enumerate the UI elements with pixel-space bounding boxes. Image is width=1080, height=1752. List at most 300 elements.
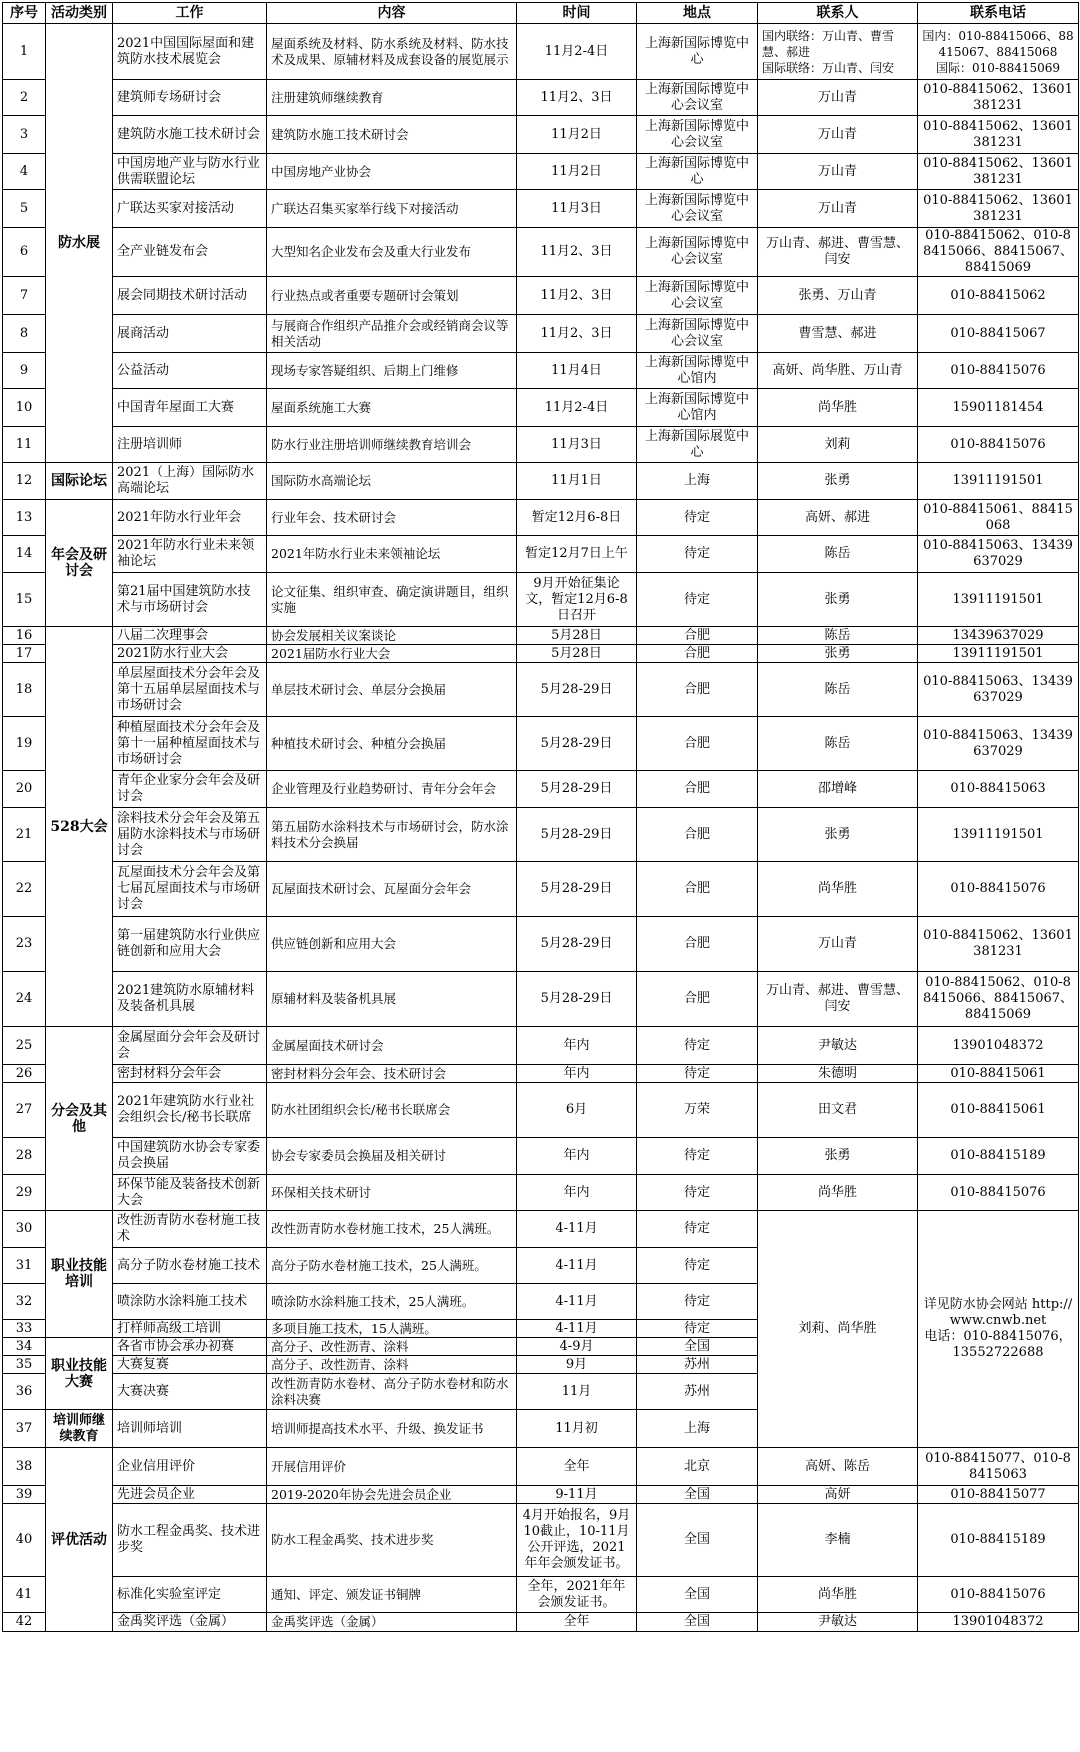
phone-cell: 010-88415063 (918, 771, 1079, 808)
work-cell: 企业信用评价 (113, 1448, 267, 1486)
content-cell: 防水工程金禹奖、技术进步奖 (267, 1504, 517, 1577)
time-cell: 全年 (517, 1613, 637, 1632)
contact-cell: 尹敏达 (758, 1027, 918, 1065)
time-cell: 5月28-29日 (517, 972, 637, 1027)
table-row (3, 771, 1079, 808)
contact-cell: 高妍 (758, 1486, 918, 1504)
content-cell: 通知、评定、颁发证书铜牌 (267, 1577, 517, 1613)
row-number: 14 (3, 536, 46, 573)
phone-cell: 13911191501 (918, 573, 1079, 627)
time-cell: 11月2、3日 (517, 315, 637, 353)
content-cell: 企业管理及行业趋势研讨、青年分会年会 (267, 771, 517, 808)
contact-cell: 邵增峰 (758, 771, 918, 808)
time-cell: 11月3日 (517, 190, 637, 228)
row-number: 20 (3, 771, 46, 808)
content-cell: 协会发展相关议案谈论 (267, 627, 517, 645)
time-cell: 4-11月 (517, 1284, 637, 1320)
time-cell: 11月4日 (517, 353, 637, 389)
place-cell: 全国 (637, 1504, 758, 1577)
place-cell: 合肥 (637, 645, 758, 663)
work-cell: 标准化实验室评定 (113, 1577, 267, 1613)
row-number: 35 (3, 1356, 46, 1374)
category-cell: 评优活动 (46, 1448, 113, 1632)
contact-cell: 万山青、郝进、曹雪慧、闫安 (758, 972, 918, 1027)
table-row (3, 1175, 1079, 1211)
content-cell: 论文征集、组织审查、确定演讲题目，组织实施 (267, 573, 517, 627)
phone-cell: 010-88415062、13601381231 (918, 190, 1079, 228)
place-cell: 待定 (637, 1284, 758, 1320)
category-cell: 职业技能培训 (46, 1211, 113, 1338)
table-row (3, 645, 1079, 663)
phone-cell: 010-88415062、13601381231 (918, 116, 1079, 154)
time-cell: 9月开始征集论文，暂定12月6-8日召开 (517, 573, 637, 627)
place-cell: 待定 (637, 1175, 758, 1211)
phone-cell: 010-88415063、13439637029 (918, 536, 1079, 573)
category-cell: 分会及其他 (46, 1027, 113, 1211)
row-number: 24 (3, 972, 46, 1027)
content-cell: 广联达召集买家举行线下对接活动 (267, 190, 517, 228)
phone-cell: 010-88415062、13601381231 (918, 154, 1079, 190)
work-cell: 密封材料分会年会 (113, 1065, 267, 1083)
row-number: 7 (3, 277, 46, 315)
content-cell: 2021届防水行业大会 (267, 645, 517, 663)
row-number: 10 (3, 389, 46, 427)
row-number: 40 (3, 1504, 46, 1577)
row-number: 16 (3, 627, 46, 645)
content-cell: 改性沥青防水卷材、高分子防水卷材和防水涂料决赛 (267, 1374, 517, 1410)
table-row (3, 1211, 1079, 1248)
category-cell: 防水展 (46, 24, 113, 463)
work-cell: 先进会员企业 (113, 1486, 267, 1504)
row-number: 39 (3, 1486, 46, 1504)
contact-cell: 尚华胜 (758, 1175, 918, 1211)
table-row (3, 1027, 1079, 1065)
place-cell: 全国 (637, 1613, 758, 1632)
content-cell: 环保相关技术研讨 (267, 1175, 517, 1211)
row-number: 1 (3, 24, 46, 80)
work-cell: 培训师培训 (113, 1410, 267, 1448)
table-row (3, 500, 1079, 536)
table-row (3, 315, 1079, 353)
work-cell: 2021年建筑防水行业社会组织会长/秘书长联席 (113, 1083, 267, 1138)
work-cell: 第21届中国建筑防水技术与市场研讨会 (113, 573, 267, 627)
row-number: 3 (3, 116, 46, 154)
phone-cell: 010-88415061 (918, 1065, 1079, 1083)
row-number: 28 (3, 1138, 46, 1175)
place-cell: 待定 (637, 1248, 758, 1284)
place-cell: 合肥 (637, 972, 758, 1027)
phone-cell: 010-88415076 (918, 1175, 1079, 1211)
work-cell: 金禹奖评选（金属） (113, 1613, 267, 1632)
content-cell: 屋面系统及材料、防水系统及材料、防水技术及成果、原辅材料及成套设备的展览展示 (267, 24, 517, 80)
phone-cell: 13911191501 (918, 808, 1079, 862)
work-cell: 金属屋面分会年会及研讨会 (113, 1027, 267, 1065)
table-row (3, 1448, 1079, 1486)
table-row (3, 808, 1079, 862)
phone-cell: 15901181454 (918, 389, 1079, 427)
table-row (3, 1504, 1079, 1577)
content-cell: 单层技术研讨会、单层分会换届 (267, 663, 517, 717)
row-number: 41 (3, 1577, 46, 1613)
time-cell: 全年，2021年年会颁发证书。 (517, 1577, 637, 1613)
work-cell: 第一届建筑防水行业供应链创新和应用大会 (113, 917, 267, 972)
place-cell: 合肥 (637, 627, 758, 645)
time-cell: 11月 (517, 1374, 637, 1410)
place-cell: 合肥 (637, 663, 758, 717)
row-number: 2 (3, 80, 46, 116)
phone-cell: 010-88415062、010-88415066、88415067、88415069 (918, 972, 1079, 1027)
table-row (3, 862, 1079, 917)
place-cell: 北京 (637, 1448, 758, 1486)
time-cell: 5月28-29日 (517, 663, 637, 717)
time-cell: 暂定12月6-8日 (517, 500, 637, 536)
place-cell: 上海新国际博览中心会议室 (637, 228, 758, 277)
row-number: 42 (3, 1613, 46, 1632)
work-cell: 2021防水行业大会 (113, 645, 267, 663)
row-number: 23 (3, 917, 46, 972)
contact-cell: 尚华胜 (758, 1577, 918, 1613)
time-cell: 11月1日 (517, 463, 637, 500)
header-time: 时间 (517, 3, 637, 24)
work-cell: 八届二次理事会 (113, 627, 267, 645)
contact-cell: 张勇 (758, 463, 918, 500)
table-row (3, 627, 1079, 645)
place-cell: 合肥 (637, 808, 758, 862)
category-cell: 培训师继续教育 (46, 1410, 113, 1448)
work-cell: 2021年防水行业年会 (113, 500, 267, 536)
contact-cell: 尹敏达 (758, 1613, 918, 1632)
content-cell: 中国房地产业协会 (267, 154, 517, 190)
header-category: 活动类别 (46, 3, 113, 24)
phone-cell: 010-88415062、010-88415066、88415067、88415069 (918, 228, 1079, 277)
content-cell: 注册建筑师继续教育 (267, 80, 517, 116)
row-number: 18 (3, 663, 46, 717)
contact-cell: 张勇 (758, 573, 918, 627)
table-row (3, 1613, 1079, 1632)
phone-cell: 010-88415077、010-88415063 (918, 1448, 1079, 1486)
work-cell: 瓦屋面技术分会年会及第七届瓦屋面技术与市场研讨会 (113, 862, 267, 917)
place-cell: 全国 (637, 1577, 758, 1613)
phone-cell: 010-88415076 (918, 862, 1079, 917)
table-row (3, 277, 1079, 315)
time-cell: 5月28日 (517, 627, 637, 645)
row-number: 8 (3, 315, 46, 353)
content-cell: 开展信用评价 (267, 1448, 517, 1486)
time-cell: 年内 (517, 1065, 637, 1083)
header-work: 工作 (113, 3, 267, 24)
place-cell: 上海 (637, 1410, 758, 1448)
place-cell: 待定 (637, 573, 758, 627)
row-number: 26 (3, 1065, 46, 1083)
time-cell: 5月28-29日 (517, 717, 637, 771)
place-cell: 待定 (637, 1027, 758, 1065)
time-cell: 11月2、3日 (517, 228, 637, 277)
row-number: 34 (3, 1338, 46, 1356)
phone-cell: 详见防水协会网站 http://www.cnwb.net 电话：010-88415076，13552722688 (918, 1211, 1079, 1448)
content-cell: 行业年会、技术研讨会 (267, 500, 517, 536)
row-number: 38 (3, 1448, 46, 1486)
phone-cell: 010-88415062 (918, 277, 1079, 315)
work-cell: 环保节能及装备技术创新大会 (113, 1175, 267, 1211)
table-row (3, 463, 1079, 500)
content-cell: 国际防水高端论坛 (267, 463, 517, 500)
phone-cell: 010-88415076 (918, 427, 1079, 463)
place-cell: 上海新国际博览中心会议室 (637, 277, 758, 315)
row-number: 13 (3, 500, 46, 536)
row-number: 6 (3, 228, 46, 277)
header-contact: 联系人 (758, 3, 918, 24)
place-cell: 上海新国际博览中心 (637, 24, 758, 80)
place-cell: 上海新国际博览中心会议室 (637, 80, 758, 116)
table-row (3, 917, 1079, 972)
content-cell: 第五届防水涂料技术与市场研讨会，防水涂料技术分会换届 (267, 808, 517, 862)
time-cell: 6月 (517, 1083, 637, 1138)
row-number: 22 (3, 862, 46, 917)
time-cell: 4-11月 (517, 1211, 637, 1248)
time-cell: 5月28-29日 (517, 808, 637, 862)
place-cell: 合肥 (637, 717, 758, 771)
place-cell: 合肥 (637, 862, 758, 917)
contact-cell: 万山青 (758, 190, 918, 228)
time-cell: 11月3日 (517, 427, 637, 463)
place-cell: 待定 (637, 1320, 758, 1338)
time-cell: 5月28日 (517, 645, 637, 663)
table-row (3, 154, 1079, 190)
place-cell: 上海新国际展览中心 (637, 427, 758, 463)
place-cell: 待定 (637, 1065, 758, 1083)
phone-cell: 010-88415061 (918, 1083, 1079, 1138)
category-cell: 528大会 (46, 627, 113, 1027)
content-cell: 金属屋面技术研讨会 (267, 1027, 517, 1065)
row-number: 9 (3, 353, 46, 389)
contact-cell: 张勇 (758, 808, 918, 862)
row-number: 33 (3, 1320, 46, 1338)
work-cell: 广联达买家对接活动 (113, 190, 267, 228)
header-content: 内容 (267, 3, 517, 24)
phone-cell: 国内：010-88415066、88415067、88415068 国际：010-88415069 (918, 24, 1079, 80)
phone-cell: 13901048372 (918, 1027, 1079, 1065)
content-cell: 建筑防水施工技术研讨会 (267, 116, 517, 154)
time-cell: 9月 (517, 1356, 637, 1374)
work-cell: 大赛复赛 (113, 1356, 267, 1374)
category-cell: 国际论坛 (46, 463, 113, 500)
phone-cell: 010-88415076 (918, 1577, 1079, 1613)
header-row (3, 3, 1079, 24)
phone-cell: 010-88415063、13439637029 (918, 717, 1079, 771)
place-cell: 上海新国际博览中心会议室 (637, 315, 758, 353)
row-number: 12 (3, 463, 46, 500)
place-cell: 苏州 (637, 1356, 758, 1374)
work-cell: 2021中国国际屋面和建筑防水技术展览会 (113, 24, 267, 80)
table-row (3, 573, 1079, 627)
activity-table (2, 2, 1079, 1632)
time-cell: 11月2-4日 (517, 24, 637, 80)
phone-cell: 13439637029 (918, 627, 1079, 645)
work-cell: 中国建筑防水协会专家委员会换届 (113, 1138, 267, 1175)
work-cell: 中国房地产业与防水行业供需联盟论坛 (113, 154, 267, 190)
phone-cell: 010-88415061、88415068 (918, 500, 1079, 536)
work-cell: 涂料技术分会年会及第五届防水涂料技术与市场研讨会 (113, 808, 267, 862)
work-cell: 中国青年屋面工大赛 (113, 389, 267, 427)
time-cell: 11月2、3日 (517, 80, 637, 116)
row-number: 11 (3, 427, 46, 463)
contact-cell: 张勇、万山青 (758, 277, 918, 315)
table-row (3, 228, 1079, 277)
row-number: 21 (3, 808, 46, 862)
content-cell: 瓦屋面技术研讨会、瓦屋面分会年会 (267, 862, 517, 917)
place-cell: 万荣 (637, 1083, 758, 1138)
table-body (3, 24, 1079, 1632)
time-cell: 暂定12月7日上午 (517, 536, 637, 573)
content-cell: 协会专家委员会换届及相关研讨 (267, 1138, 517, 1175)
work-cell: 注册培训师 (113, 427, 267, 463)
place-cell: 全国 (637, 1338, 758, 1356)
contact-cell: 尚华胜 (758, 862, 918, 917)
content-cell: 高分子防水卷材施工技术，25人满班。 (267, 1248, 517, 1284)
table-row (3, 1138, 1079, 1175)
content-cell: 培训师提高技术水平、升级、换发证书 (267, 1410, 517, 1448)
category-cell: 职业技能大赛 (46, 1338, 113, 1410)
place-cell: 上海新国际博览中心 (637, 154, 758, 190)
content-cell: 喷涂防水涂料施工技术，25人满班。 (267, 1284, 517, 1320)
row-number: 25 (3, 1027, 46, 1065)
contact-cell: 尚华胜 (758, 389, 918, 427)
contact-cell: 曹雪慧、郝进 (758, 315, 918, 353)
contact-cell: 高妍、郝进 (758, 500, 918, 536)
work-cell: 2021年防水行业未来领袖论坛 (113, 536, 267, 573)
work-cell: 建筑防水施工技术研讨会 (113, 116, 267, 154)
place-cell: 合肥 (637, 771, 758, 808)
time-cell: 4-9月 (517, 1338, 637, 1356)
content-cell: 屋面系统施工大赛 (267, 389, 517, 427)
contact-cell: 田文君 (758, 1083, 918, 1138)
time-cell: 5月28-29日 (517, 771, 637, 808)
phone-cell: 010-88415189 (918, 1138, 1079, 1175)
place-cell: 待定 (637, 500, 758, 536)
place-cell: 上海新国际博览中心馆内 (637, 353, 758, 389)
row-number: 30 (3, 1211, 46, 1248)
place-cell: 上海新国际博览中心会议室 (637, 190, 758, 228)
content-cell: 供应链创新和应用大会 (267, 917, 517, 972)
contact-cell: 张勇 (758, 645, 918, 663)
phone-cell: 13911191501 (918, 645, 1079, 663)
contact-cell: 高妍、尚华胜、万山青 (758, 353, 918, 389)
time-cell: 年内 (517, 1175, 637, 1211)
table-row (3, 972, 1079, 1027)
contact-cell: 刘莉 (758, 427, 918, 463)
content-cell: 2021年防水行业未来领袖论坛 (267, 536, 517, 573)
phone-cell: 010-88415062、13601381231 (918, 80, 1079, 116)
table-row (3, 1577, 1079, 1613)
table-row (3, 24, 1079, 80)
header-phone: 联系电话 (918, 3, 1079, 24)
row-number: 17 (3, 645, 46, 663)
time-cell: 5月28-29日 (517, 917, 637, 972)
row-number: 32 (3, 1284, 46, 1320)
content-cell: 现场专家答疑组织、后期上门维修 (267, 353, 517, 389)
place-cell: 待定 (637, 536, 758, 573)
phone-cell: 13901048372 (918, 1613, 1079, 1632)
header-place: 地点 (637, 3, 758, 24)
time-cell: 11月2、3日 (517, 277, 637, 315)
content-cell: 原辅材料及装备机具展 (267, 972, 517, 1027)
row-number: 36 (3, 1374, 46, 1410)
contact-cell: 张勇 (758, 1138, 918, 1175)
contact-cell: 刘莉、尚华胜 (758, 1211, 918, 1448)
phone-cell: 010-88415189 (918, 1504, 1079, 1577)
row-number: 37 (3, 1410, 46, 1448)
phone-cell: 010-88415062、13601381231 (918, 917, 1079, 972)
time-cell: 11月初 (517, 1410, 637, 1448)
time-cell: 4月开始报名，9月10截止，10-11月公开评选，2021年年会颁发证书。 (517, 1504, 637, 1577)
contact-cell: 万山青 (758, 116, 918, 154)
time-cell: 年内 (517, 1138, 637, 1175)
table-row (3, 1083, 1079, 1138)
content-cell: 改性沥青防水卷材施工技术，25人满班。 (267, 1211, 517, 1248)
work-cell: 展会同期技术研讨活动 (113, 277, 267, 315)
table-row (3, 389, 1079, 427)
row-number: 15 (3, 573, 46, 627)
table-row (3, 353, 1079, 389)
row-number: 31 (3, 1248, 46, 1284)
time-cell: 11月2-4日 (517, 389, 637, 427)
contact-cell: 国内联络：万山青、曹雪慧、郝进 国际联络：万山青、闫安 (758, 24, 918, 80)
phone-cell: 010-88415077 (918, 1486, 1079, 1504)
time-cell: 9-11月 (517, 1486, 637, 1504)
row-number: 5 (3, 190, 46, 228)
work-cell: 种植屋面技术分会年会及第十一届种植屋面技术与市场研讨会 (113, 717, 267, 771)
content-cell: 金禹奖评选（金属） (267, 1613, 517, 1632)
table-row (3, 717, 1079, 771)
content-cell: 多项目施工技术，15人满班。 (267, 1320, 517, 1338)
table-row (3, 80, 1079, 116)
content-cell: 高分子、改性沥青、涂料 (267, 1356, 517, 1374)
time-cell: 4-11月 (517, 1248, 637, 1284)
time-cell: 年内 (517, 1027, 637, 1065)
time-cell: 全年 (517, 1448, 637, 1486)
content-cell: 种植技术研讨会、种植分会换届 (267, 717, 517, 771)
work-cell: 2021建筑防水原辅材料及装备机具展 (113, 972, 267, 1027)
work-cell: 全产业链发布会 (113, 228, 267, 277)
content-cell: 大型知名企业发布会及重大行业发布 (267, 228, 517, 277)
table-row (3, 1486, 1079, 1504)
table-row (3, 190, 1079, 228)
table-row (3, 427, 1079, 463)
place-cell: 苏州 (637, 1374, 758, 1410)
content-cell: 高分子、改性沥青、涂料 (267, 1338, 517, 1356)
place-cell: 上海 (637, 463, 758, 500)
work-cell: 喷涂防水涂料施工技术 (113, 1284, 267, 1320)
work-cell: 各省市协会承办初赛 (113, 1338, 267, 1356)
content-cell: 行业热点或者重要专题研讨会策划 (267, 277, 517, 315)
work-cell: 高分子防水卷材施工技术 (113, 1248, 267, 1284)
place-cell: 全国 (637, 1486, 758, 1504)
work-cell: 防水工程金禹奖、技术进步奖 (113, 1504, 267, 1577)
contact-cell: 陈岳 (758, 627, 918, 645)
place-cell: 合肥 (637, 917, 758, 972)
place-cell: 待定 (637, 1138, 758, 1175)
work-cell: 建筑师专场研讨会 (113, 80, 267, 116)
contact-cell: 陈岳 (758, 536, 918, 573)
place-cell: 待定 (637, 1211, 758, 1248)
phone-cell: 13911191501 (918, 463, 1079, 500)
table-row (3, 1065, 1079, 1083)
row-number: 29 (3, 1175, 46, 1211)
work-cell: 公益活动 (113, 353, 267, 389)
work-cell: 2021（上海）国际防水高端论坛 (113, 463, 267, 500)
content-cell: 2019-2020年协会先进会员企业 (267, 1486, 517, 1504)
work-cell: 改性沥青防水卷材施工技术 (113, 1211, 267, 1248)
